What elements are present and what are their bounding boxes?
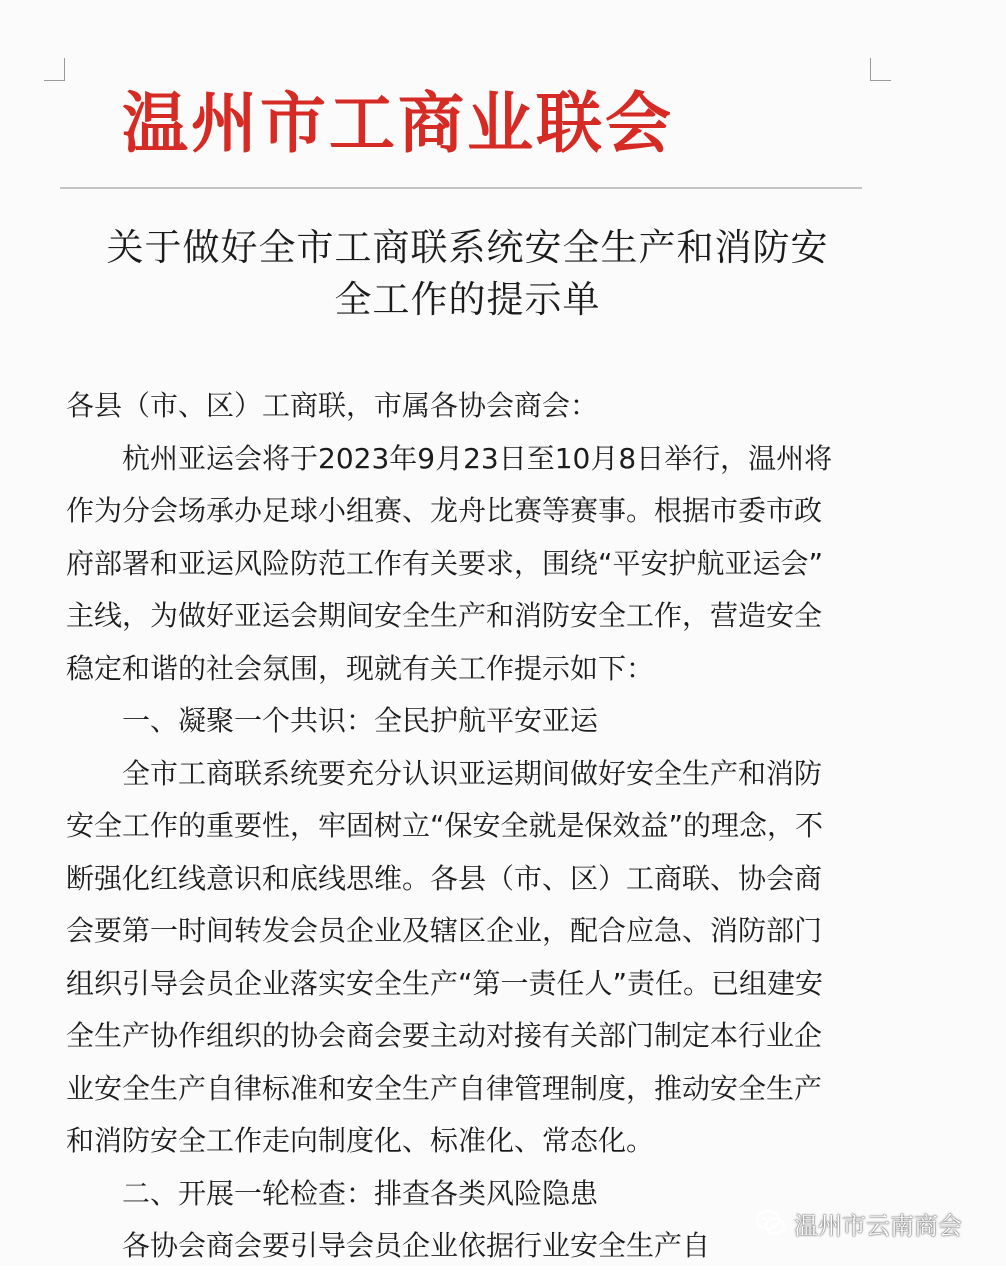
paragraph-line: 和消防安全工作走向制度化、标准化、常态化。 xyxy=(66,1124,655,1157)
paragraph-section-1 xyxy=(66,748,876,1168)
paragraph-line: 全生产协作组织的协会商会要主动对接有关部门制定本行业企 xyxy=(66,1019,823,1052)
paragraph-intro xyxy=(66,433,876,696)
section-heading-text: 一、凝聚一个共识：全民护航平安亚运 xyxy=(122,704,599,737)
wechat-icon xyxy=(754,1206,788,1240)
section-heading-1 xyxy=(66,695,876,748)
document-title xyxy=(60,222,875,326)
paragraph-line: 杭州亚运会将于2023年9月23日至10月8日举行，温州将 xyxy=(122,441,833,475)
watermark-text: 温州市云南商会 xyxy=(794,1211,962,1240)
document-title-line: 关于做好全市工商联系统安全生产和消防安 xyxy=(106,226,829,269)
paragraph-line: 会要第一时间转发会员企业及辖区企业，配合应急、消防部门 xyxy=(66,914,823,947)
crop-mark-top-right xyxy=(870,80,891,81)
salutation xyxy=(66,380,876,433)
paragraph-line: 府部署和亚运风险防范工作有关要求，围绕“平安护航亚运会” xyxy=(66,546,824,580)
paragraph-line: 安全工作的重要性，牢固树立“保安全就是保效益”的理念，不 xyxy=(66,809,824,842)
salutation-text: 各县（市、区）工商联，市属各协会商会： xyxy=(66,389,599,422)
paragraph-line: 业安全生产自律标准和安全生产自律管理制度，推动安全生产 xyxy=(66,1071,823,1105)
crop-mark-top-left xyxy=(64,58,65,80)
document-body xyxy=(66,380,876,1273)
paragraph-line: 组织引导会员企业落实安全生产“第一责任人”责任。已组建安 xyxy=(66,966,824,1000)
source-watermark xyxy=(754,1203,962,1243)
paragraph-line: 全市工商联系统要充分认识亚运期间做好安全生产和消防 xyxy=(122,756,823,790)
paragraph-line: 各协会商会要引导会员企业依据行业安全生产自 xyxy=(122,1229,711,1262)
paragraph-line: 主线，为做好亚运会期间安全生产和消防安全工作，营造安全 xyxy=(66,599,823,632)
section-heading-text: 二、开展一轮检查：排查各类风险隐患 xyxy=(122,1176,599,1210)
letterhead-org-name: 温州市工商业联会 xyxy=(122,85,674,162)
paragraph-line: 稳定和谐的社会氛围，现就有关工作提示如下： xyxy=(66,651,655,685)
document-title-line: 全工作的提示单 xyxy=(334,278,601,321)
paragraph-line: 断强化红线意识和底线思维。各县（市、区）工商联、协会商 xyxy=(66,861,823,895)
paragraph-line: 作为分会场承办足球小组赛、龙舟比赛等赛事。根据市委市政 xyxy=(66,494,823,527)
crop-mark-top-right xyxy=(870,58,871,80)
letterhead-divider xyxy=(60,187,862,189)
crop-mark-top-left xyxy=(44,80,65,81)
